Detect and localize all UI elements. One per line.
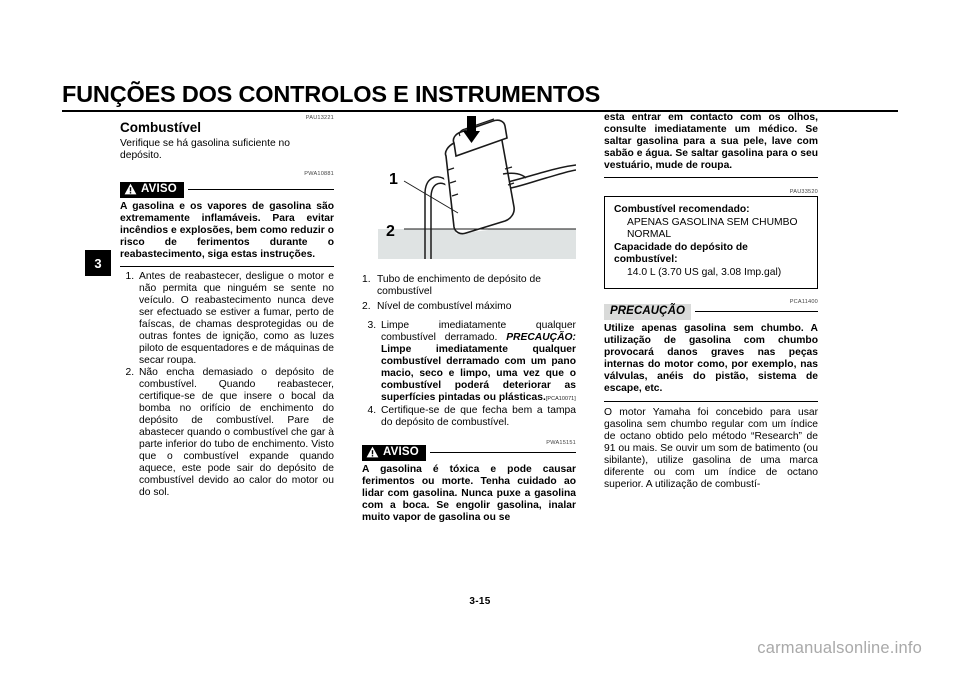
svg-text:1: 1 [389, 171, 398, 188]
step3-bold-text: Limpe imediatamente qualquer combustível derramado com um pano macio, seco e limpo, uma vez que o combustível poderá deteriorar as superfícies pintadas ou plásticas. [381, 343, 576, 403]
page-title: FUNÇÕES DOS CONTROLOS E INSTRUMENTOS [62, 81, 601, 107]
figure-caption [362, 274, 576, 314]
warning-text-continued: esta entrar em contacto com os olhos, consulte imediatamente um médico. Se saltar gasolina para a sua pele, lave com sabão e água. Se saltar gasolina para o seu vestuário, mude de roupa. [604, 112, 818, 171]
warning-text-left: A gasolina e os vapores de gasolina são extremamente inflamáveis. Para evitar incêndios e explosões, bem como reduzir o risco de ferimentos durante o reabastecimento, siga estas instruções. [120, 200, 334, 260]
figure-fuel-tank-filler [362, 112, 576, 270]
ref-code-warning-middle: PWA15151 [546, 439, 576, 446]
page-number: 3-15 [469, 596, 491, 607]
spec-value-fuel: APENAS GASOLINA SEM CHUMBO NORMAL [627, 216, 798, 241]
intro-paragraph: Verifique se há gasolina suficiente no depósito. [120, 137, 291, 161]
warning-badge-row-left [120, 182, 334, 198]
body-paragraph-octane: O motor Yamaha foi concebido para usar gasolina sem chumbo regular com um índice de octano obtido pelo método “Research” de 91 ou mais. Se ouvir um som de batimento (ou sibilante), utilize gasolina de uma marca diferente ou com um índice de octano superior. A utilização de combustí- [604, 406, 818, 490]
middle-column [362, 112, 576, 524]
precaucao-badge: PRECAUÇÃO [604, 304, 691, 320]
left-column [120, 112, 334, 499]
spec-label-fuel: Combustível recomendado: [614, 204, 750, 215]
right-column [604, 112, 818, 491]
step3-ref-code: [PCA10071] [545, 395, 576, 402]
ref-code-caution: PCA11400 [789, 298, 818, 305]
step3-lead: Limpe imediatamente qualquer combustível derramado. [381, 319, 576, 343]
page-header [62, 82, 898, 112]
ref-code-spec: PAU33520 [789, 189, 818, 195]
caution-text: Utilize apenas gasolina sem chumbo. A utilização de gasolina com chumbo provocará danos graves nas peças internas do motor como, por exemplo, nas válvulas, anéis do pistão, sistema de escape, etc. [604, 322, 818, 394]
warning-badge-row-middle [362, 445, 576, 461]
aviso-badge-left [120, 182, 184, 198]
ref-code-section: PAU13221 [305, 115, 334, 121]
caption-text-2: Nível de combustível máximo [377, 301, 512, 313]
list-item: 4. Certifique-se de que fecha bem a tampa do depósito de combustível. [379, 405, 576, 429]
caption-row-2 [362, 301, 576, 313]
divider-left-1 [120, 266, 334, 267]
warning-rule-middle [430, 452, 576, 453]
svg-text:2: 2 [386, 223, 395, 240]
specification-box [604, 196, 818, 289]
spec-label-capacity: Capacidade do depósito de combustível: [614, 241, 748, 266]
caption-number-2: 2. [362, 301, 371, 313]
list-item: 1. Antes de reabastecer, desligue o motor e não permita que ninguém se sente no veículo. O reabastecimento nunca deve ser efectuado se estiver a fumar, perto de faíscas, de chamas desprotegidas ou de outras fontes de ignição, como as luzes piloto de esquentadores e de máquinas de secar roupa. [137, 271, 334, 367]
warning-rule-left [188, 189, 334, 190]
warning-steps-left [120, 271, 334, 499]
warning-text-middle: A gasolina é tóxica e pode causar ferimentos ou morte. Tenha cuidado ao lidar com gasolina. Nunca puxe a gasolina com a boca. Se engolir gasolina, inalar muito vapor de gasolina ou se [362, 463, 576, 523]
aviso-badge-middle [362, 445, 426, 461]
step3-precaucao-label: PRECAUÇÃO: [506, 331, 576, 343]
watermark: carmanualsonline.info [757, 639, 922, 657]
warning-triangle-icon [366, 446, 379, 458]
aviso-label-middle: AVISO [383, 446, 419, 459]
caption-number-1: 1. [362, 274, 371, 285]
caption-row-1 [362, 274, 576, 298]
divider-right-2 [604, 401, 818, 402]
caption-text-1: Tubo de enchimento de depósito de combustível [377, 274, 541, 298]
chapter-tab-3[interactable]: 3 [85, 250, 111, 276]
list-item: 2. Não encha demasiado o depósito de combustível. Quando reabastecer, certifique-se de que insere o bocal da bomba no orifício de enchimento do depósito de combustível. Pare de abastecer quando o combustível che gar à parte inferior do tubo de enchimento. Visto que o combustível expande quando aquece, este pode sair do depósito de combustível devido ao calor do motor ou do sol. [137, 367, 334, 499]
warning-triangle-icon [124, 183, 137, 195]
divider-right-1 [604, 177, 818, 178]
ref-code-warning-left: PWA10881 [304, 170, 334, 177]
aviso-label-left: AVISO [141, 183, 177, 196]
spec-value-capacity: 14.0 L (3.70 US gal, 3.08 Imp.gal) [627, 266, 782, 278]
caution-badge-row [604, 304, 818, 320]
list-item [379, 320, 576, 405]
warning-steps-middle [362, 320, 576, 429]
section-heading-combustivel: Combustível [120, 120, 202, 135]
caution-rule [695, 311, 818, 312]
